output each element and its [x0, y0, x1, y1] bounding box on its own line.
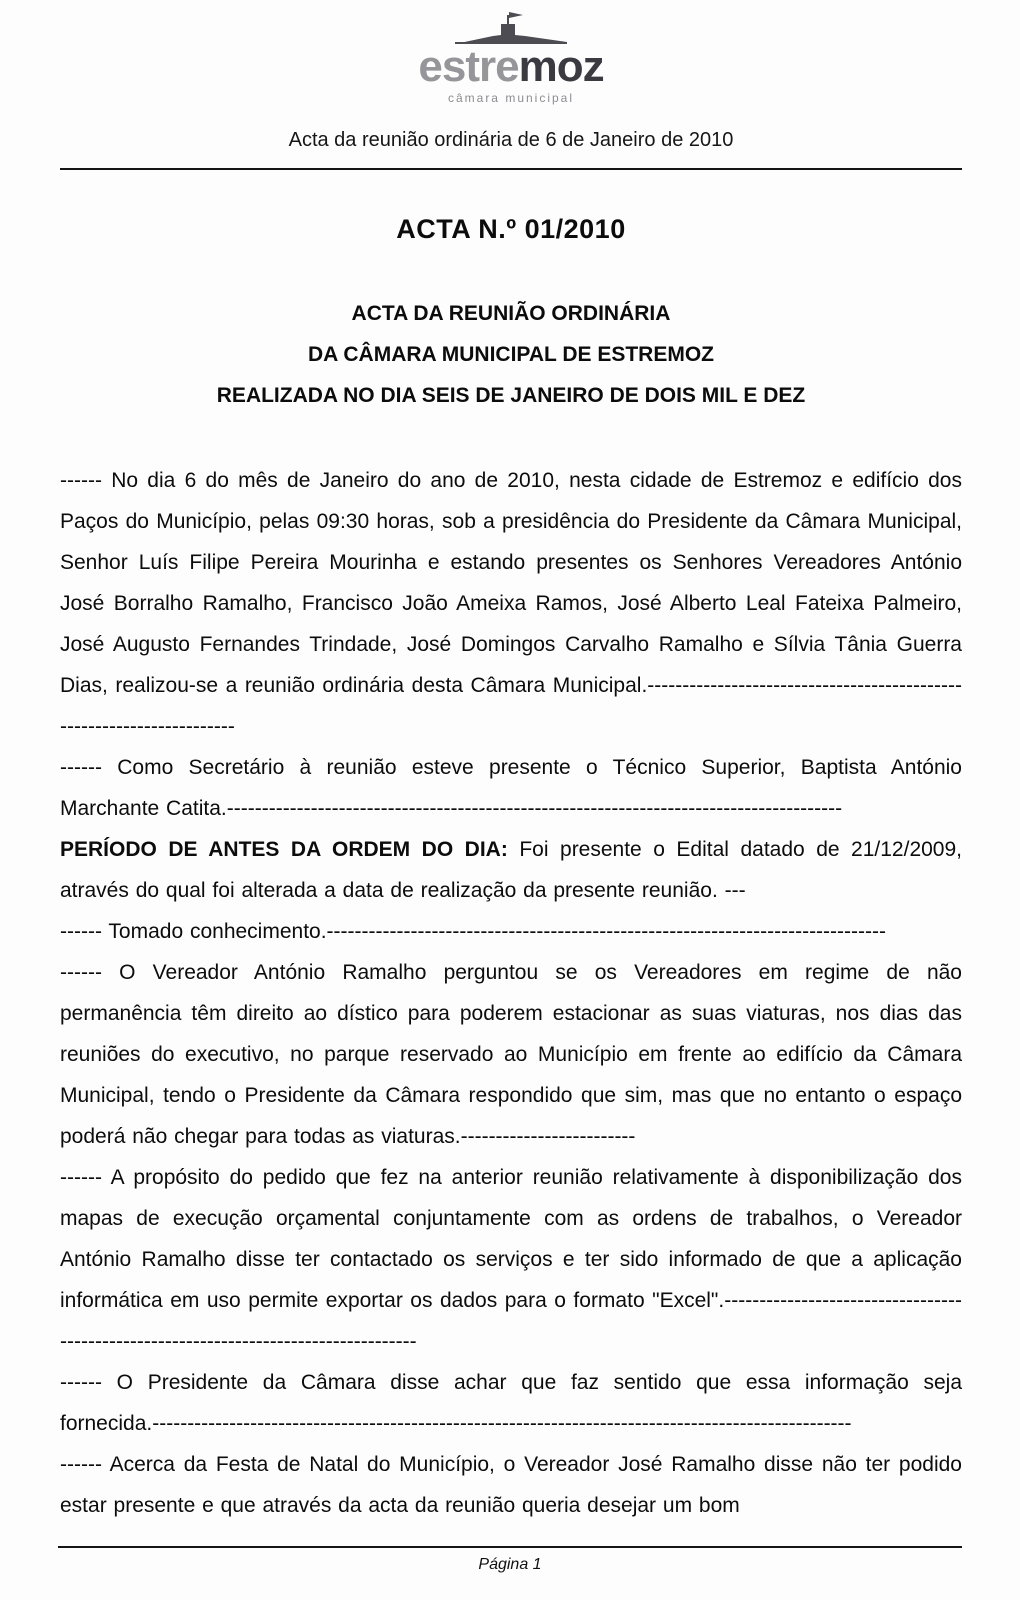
paragraph-presidente-resposta: [60, 1362, 962, 1444]
subtitle-line-2: DA CÂMARA MUNICIPAL DE ESTREMOZ: [308, 343, 714, 367]
paragraph-lead: PERÍODO DE ANTES DA ORDEM DO DIA:: [60, 838, 508, 862]
page-number: Página 1: [478, 1556, 542, 1573]
footer-divider: [58, 1546, 962, 1548]
paragraph-text: ------ No dia 6 do mês de Janeiro do ano de 2010, nesta cidade de Estremoz e edifício dos Paços do Município, pelas 09:30 horas, sob a presidência do Presidente da Câmara Municipal, Senhor Luís Filipe Pereira Mourinha e estando presentes os Senhores Vereadores António José Borralho Ramalho, Francisco João Ameixa Ramos, José Alberto Leal Fateixa Palmeiro, José Augusto Fernandes Trindade, José Domingos Carvalho Ramalho e Sílvia Tânia Guerra Dias, realizou-se a reunião ordinária desta Câmara Municipal.----------------------------------------------------------------------: [60, 469, 962, 739]
paragraph-tomado-conhecimento: [60, 911, 962, 952]
castle-icon: [431, 12, 591, 44]
paragraph-text: Foi presente o Edital datado de 21/12/2009, através do qual foi alterada a data de realização da presente reunião. ---: [60, 838, 962, 903]
logo-wordmark: [60, 44, 962, 90]
paragraph-text: ------ Acerca da Festa de Natal do Município, o Vereador José Ramalho disse não ter podido estar presente e que através da acta da reunião queria desejar um bom: [60, 1453, 962, 1518]
header-divider: [60, 168, 962, 170]
paragraph-text: ------ O Presidente da Câmara disse achar que faz sentido que essa informação seja fornecida.----------------------------------------------------------------------------------------------------: [60, 1371, 962, 1436]
logo-subtitle: câmara municipal: [447, 91, 575, 106]
page-footer: [58, 1546, 962, 1574]
logo-text-dark: moz: [518, 42, 604, 91]
document-header-line: Acta da reunião ordinária de 6 de Janeiro de 2010: [288, 129, 734, 152]
paragraph-mapas-execucao: [60, 1157, 962, 1362]
paragraph-text: ------ Como Secretário à reunião esteve presente o Técnico Superior, Baptista António Marchante Catita.----------------------------------------------------------------------------------------: [60, 756, 962, 821]
paragraph-festa-natal: [60, 1444, 962, 1526]
municipality-logo: [60, 12, 962, 105]
document-body: [60, 460, 962, 1526]
subtitle-line-3: REALIZADA NO DIA SEIS DE JANEIRO DE DOIS MIL E DEZ: [216, 384, 806, 408]
paragraph-opening: [60, 460, 962, 747]
paragraph-text: ------ A propósito do pedido que fez na anterior reunião relativamente à disponibilização dos mapas de execução orçamental conjuntamente com as ordens de trabalhos, o Vereador António Ramalho disse ter contactado os serviços e ter sido informado de que a aplicação informática em uso permite exportar os dados para o formato "Excel".-------------------------------------------------------------------------------------: [60, 1166, 962, 1354]
paragraph-secretary: [60, 747, 962, 829]
paragraph-text: ------ O Vereador António Ramalho perguntou se os Vereadores em regime de não permanência têm direito ao dístico para poderem estacionar as suas viaturas, nos dias das reuniões do executivo, no parque reservado ao Município em frente ao edifício da Câmara Municipal, tendo o Presidente da Câmara respondido que sim, mas que no entanto o espaço poderá não chegar para todas as viaturas.-------------------------: [60, 961, 962, 1149]
paragraph-text: ------ Tomado conhecimento.--------------------------------------------------------------------------------: [60, 920, 886, 944]
paragraph-periodo-antes-ordem-dia: [60, 829, 962, 911]
page-title: ACTA N.º 01/2010: [396, 214, 626, 245]
subtitle-line-1: ACTA DA REUNIÃO ORDINÁRIA: [351, 302, 671, 326]
paragraph-distico-estacionamento: [60, 952, 962, 1157]
document-subtitle: [60, 293, 962, 416]
logo-text-light: estre: [418, 42, 519, 91]
